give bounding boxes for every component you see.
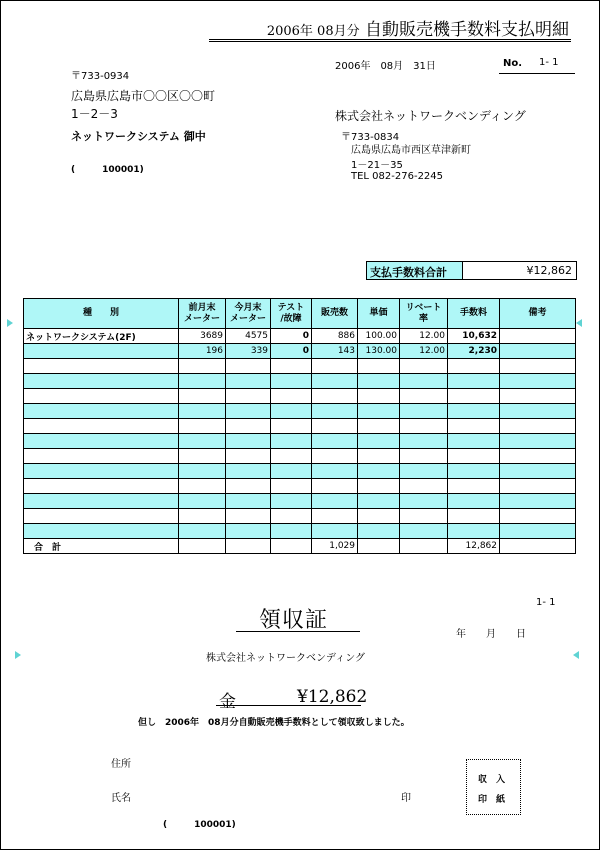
table-cell [271,449,312,464]
recipient-name: ネットワークシステム 御中 [71,130,206,143]
table-cell [179,494,226,509]
table-cell [226,419,271,434]
table-row [24,374,576,389]
table-cell [312,374,358,389]
total-cell [271,539,312,554]
table-cell [226,509,271,524]
table-cell [500,329,576,344]
table-row [24,464,576,479]
receipt-title: 領収証 [259,608,329,633]
table-row [24,434,576,449]
total-cell: 合 計 [24,539,179,554]
title-period: 2006年 08月分 [266,24,360,39]
fee-detail-table [23,298,576,554]
table-cell [312,494,358,509]
table-cell [448,479,500,494]
table-cell [24,479,179,494]
table-row [24,449,576,464]
table-cell [358,479,400,494]
table-cell [24,404,179,419]
table-cell [400,434,448,449]
table-cell [179,419,226,434]
table-cell [500,359,576,374]
table-cell [358,524,400,539]
table-cell [24,374,179,389]
receipt-note: 但し 2006年 08月分自動販売機手数料として領収致しました。 [138,718,410,728]
table-cell [312,434,358,449]
receipt-name-label: 氏名 [111,793,131,804]
table-cell [448,509,500,524]
table-row [24,509,576,524]
table-cell [24,524,179,539]
table-cell: 12.00 [400,344,448,359]
table-cell [24,434,179,449]
table-cell [500,434,576,449]
stamp-label-2: 印 紙 [478,795,506,805]
table-cell: 0 [271,329,312,344]
total-fee-value: ¥12,862 [526,264,572,277]
table-cell [24,359,179,374]
table-cell [358,494,400,509]
table-cell [312,464,358,479]
receipt-number: 1- 1 [536,597,556,608]
receipt-title-underline [236,631,360,632]
table-cell [448,389,500,404]
table-cell [448,449,500,464]
recipient-address-1: 広島県広島市〇〇区〇〇町 [71,89,216,103]
table-cell [500,464,576,479]
title-underline-2 [209,41,571,42]
table-cell [271,524,312,539]
table-cell [24,389,179,404]
table-cell [448,434,500,449]
table-cell [500,479,576,494]
table-cell [400,419,448,434]
table-cell [400,509,448,524]
table-cell [448,404,500,419]
margin-marker-right-top [576,319,582,327]
table-cell [500,389,576,404]
table-cell [500,344,576,359]
table-cell [271,419,312,434]
table-cell [500,494,576,509]
total-fee-box [366,261,577,280]
table-cell [358,419,400,434]
receipt-amount-underline [216,705,361,706]
table-cell [448,419,500,434]
table-cell [226,449,271,464]
table-cell [271,494,312,509]
table-cell [226,494,271,509]
table-cell [271,374,312,389]
table-cell: 886 [312,329,358,344]
receipt-date: 年 月 日 [456,629,526,640]
total-cell [500,539,576,554]
table-cell [448,524,500,539]
table-cell [312,449,358,464]
recipient-postal: 〒733-0934 [71,71,130,82]
table-row [24,404,576,419]
table-cell [226,479,271,494]
table-cell [179,374,226,389]
revenue-stamp-box [466,759,521,815]
table-cell [358,509,400,524]
table-cell [179,509,226,524]
col-curr-meter: 今月末 メーター [226,299,271,329]
table-cell [226,434,271,449]
issuer-tel: TEL 082-276-2245 [351,171,444,182]
total-cell [226,539,271,554]
col-prev-meter: 前月末 メーター [179,299,226,329]
table-cell [179,524,226,539]
table-cell [400,524,448,539]
table-cell [358,359,400,374]
page-title [267,15,569,40]
table-cell [179,359,226,374]
table-total-row [24,539,576,554]
table-cell [179,479,226,494]
statement-no-underline [499,73,575,74]
table-cell [312,359,358,374]
table-cell [271,389,312,404]
statement-date: 2006年 08月 31日 [335,61,436,72]
table-cell [179,404,226,419]
col-remarks: 備考 [500,299,576,329]
table-cell: 4575 [226,329,271,344]
title-text: 自動販売機手数料支払明細 [365,20,569,40]
table-cell [448,464,500,479]
table-cell [448,494,500,509]
table-cell: ネットワークシステム(2F) [24,329,179,344]
table-row [24,479,576,494]
table-cell [312,389,358,404]
table-cell [24,344,179,359]
col-test-fault: テスト /故障 [271,299,312,329]
table-header-row [24,299,576,329]
table-cell [226,464,271,479]
total-cell: 1,029 [312,539,358,554]
table-cell [400,464,448,479]
table-cell [358,464,400,479]
receipt-amount: ¥12,862 [297,687,368,707]
table-cell [24,449,179,464]
table-row [24,329,576,344]
table-cell [226,524,271,539]
receipt-address-label: 住所 [111,759,131,770]
table-cell [448,374,500,389]
col-sales: 販売数 [312,299,358,329]
table-cell [400,479,448,494]
issuer-company: 株式会社ネットワークベンディング [335,109,526,123]
table-cell: 143 [312,344,358,359]
table-cell [312,404,358,419]
statement-no-value: 1- 1 [539,57,559,68]
table-cell [271,464,312,479]
table-cell: 12.00 [400,329,448,344]
table-cell [312,419,358,434]
table-cell [271,404,312,419]
issuer-address-2: 1－21－35 [351,160,403,171]
col-unit-price: 単価 [358,299,400,329]
total-cell [358,539,400,554]
table-cell: 196 [179,344,226,359]
col-fee: 手数料 [448,299,500,329]
table-cell [500,419,576,434]
total-cell [400,539,448,554]
title-underline [209,39,571,40]
table-cell [24,419,179,434]
recipient-code: ( 100001) [71,165,144,175]
col-rebate: リベート 率 [400,299,448,329]
receipt-code: ( 100001) [163,820,236,830]
margin-marker-right-bottom [573,651,579,659]
total-cell: 12,862 [448,539,500,554]
table-cell [500,374,576,389]
table-cell [24,509,179,524]
table-cell [271,434,312,449]
table-cell [400,359,448,374]
table-row [24,389,576,404]
issuer-address-1: 広島県広島市西区草津新町 [351,145,471,156]
table-cell [358,389,400,404]
table-cell: 3689 [179,329,226,344]
table-cell [358,449,400,464]
table-row [24,344,576,359]
table-cell [400,374,448,389]
table-cell [500,449,576,464]
table-cell [400,494,448,509]
statement-no-label: No. [503,58,523,69]
table-cell [271,359,312,374]
table-row [24,494,576,509]
table-cell [500,509,576,524]
total-cell [179,539,226,554]
receipt-company: 株式会社ネットワークベンディング [206,653,365,664]
table-cell [179,449,226,464]
receipt-seal-label: 印 [401,793,411,804]
table-cell [226,389,271,404]
table-cell [312,509,358,524]
table-cell [358,434,400,449]
table-cell: 0 [271,344,312,359]
table-cell [358,404,400,419]
issuer-postal: 〒733-0834 [341,132,400,143]
table-cell [400,404,448,419]
table-row [24,359,576,374]
margin-marker-left-bottom [15,651,21,659]
table-cell [500,404,576,419]
table-cell: 10,632 [448,329,500,344]
table-cell: 130.00 [358,344,400,359]
table-cell [358,374,400,389]
table-cell [271,509,312,524]
table-cell [179,389,226,404]
receipt-amount-prefix: 金 [219,692,236,712]
recipient-address-2: 1－2－3 [71,107,118,121]
table-cell [179,464,226,479]
table-cell [312,479,358,494]
table-cell [271,479,312,494]
table-cell: 2,230 [448,344,500,359]
table-cell [226,359,271,374]
table-cell [500,524,576,539]
table-cell: 339 [226,344,271,359]
margin-marker-left-top [7,319,13,327]
table-cell [226,404,271,419]
table-cell [24,494,179,509]
table-cell [226,374,271,389]
stamp-label-1: 収 入 [478,775,506,785]
table-cell [448,359,500,374]
total-fee-label: 支払手数料合計 [367,262,463,279]
table-row [24,419,576,434]
table-cell: 100.00 [358,329,400,344]
table-cell [312,524,358,539]
col-type: 種 別 [24,299,179,329]
table-cell [400,449,448,464]
table-cell [24,464,179,479]
table-cell [400,389,448,404]
table-row [24,524,576,539]
table-cell [179,434,226,449]
